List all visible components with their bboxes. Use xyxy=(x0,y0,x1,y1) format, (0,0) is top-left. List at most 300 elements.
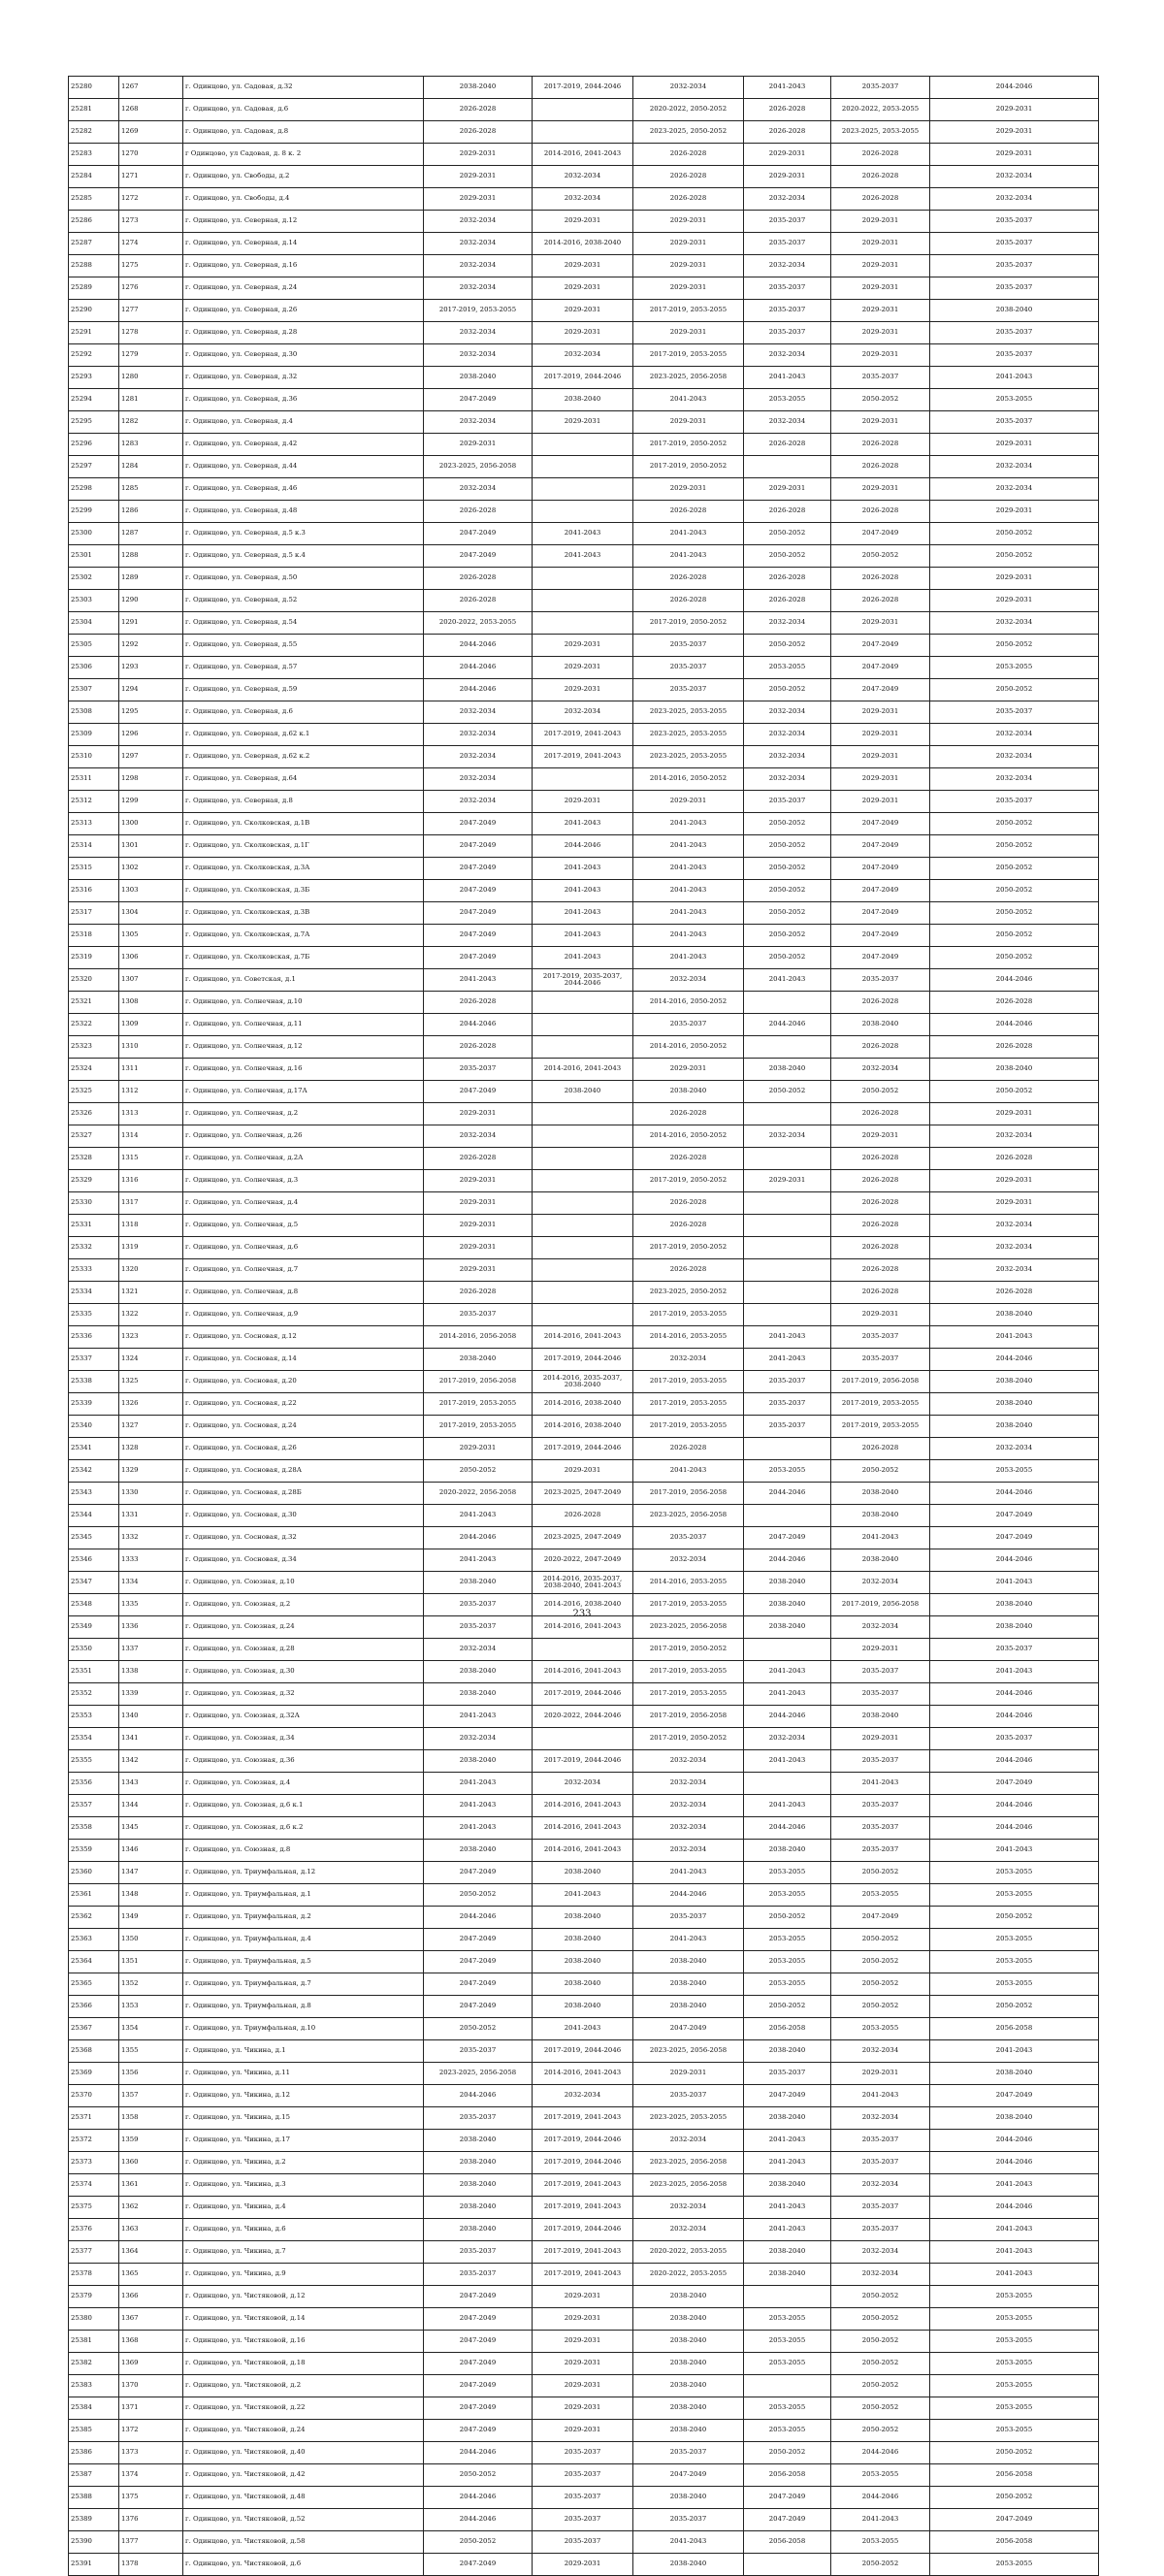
cell-period-col-5: 2038-2040 xyxy=(831,1483,930,1505)
cell-row-id: 25375 xyxy=(69,2197,119,2219)
cell-period-col-6: 2044-2046 xyxy=(930,77,1099,99)
cell-period-col-4: 2053-2055 xyxy=(744,2420,831,2442)
cell-period-col-4 xyxy=(744,1773,831,1795)
cell-period-col-4: 2035-2037 xyxy=(744,1416,831,1438)
cell-row-id: 25288 xyxy=(69,255,119,277)
cell-period-col-3: 2026-2028 xyxy=(633,501,744,523)
cell-address: г. Одинцово, ул. Триумфальная, д.10 xyxy=(183,2018,424,2040)
cell-period-col-1: 2035-2037 xyxy=(424,2107,533,2130)
cell-row-id: 25373 xyxy=(69,2152,119,2174)
cell-period-col-3: 2026-2028 xyxy=(633,1103,744,1125)
cell-period-col-4: 2026-2028 xyxy=(744,99,831,121)
cell-period-col-4: 2041-2043 xyxy=(744,1750,831,1773)
cell-period-col-2: 2038-2040 xyxy=(533,389,633,411)
cell-period-col-2: 2041-2043 xyxy=(533,947,633,969)
cell-period-col-4: 2029-2031 xyxy=(744,478,831,501)
cell-period-col-3: 2041-2043 xyxy=(633,1929,744,1951)
cell-period-col-4: 2050-2052 xyxy=(744,858,831,880)
cell-address: г. Одинцово, ул. Сосновая, д.30 xyxy=(183,1505,424,1527)
cell-row-id: 25350 xyxy=(69,1639,119,1661)
cell-period-col-4: 2050-2052 xyxy=(744,2442,831,2464)
cell-period-col-3: 2035-2037 xyxy=(633,635,744,657)
cell-address: г. Одинцово, ул. Чистяковой, д.24 xyxy=(183,2420,424,2442)
cell-item-number: 1344 xyxy=(119,1795,183,1817)
cell-period-col-5: 2050-2052 xyxy=(831,545,930,568)
cell-period-col-2 xyxy=(533,1237,633,1259)
cell-address: г. Одинцово, ул. Свободы, д.4 xyxy=(183,188,424,211)
cell-period-col-1: 2020-2022, 2053-2055 xyxy=(424,612,533,635)
cell-address: г. Одинцово, ул. Солнечная, д.17А xyxy=(183,1081,424,1103)
cell-item-number: 1360 xyxy=(119,2152,183,2174)
cell-period-col-6: 2053-2055 xyxy=(930,1460,1099,1483)
cell-period-col-2: 2029-2031 xyxy=(533,657,633,679)
cell-period-col-2: 2014-2016, 2035-2037, 2038-2040 xyxy=(533,1371,633,1393)
cell-period-col-4: 2041-2043 xyxy=(744,969,831,992)
cell-address: г. Одинцово, ул. Северная, д.5 к.3 xyxy=(183,523,424,545)
cell-period-col-2: 2029-2031 xyxy=(533,2331,633,2353)
cell-period-col-5: 2029-2031 xyxy=(831,724,930,746)
table-row xyxy=(69,657,1099,679)
cell-period-col-5: 2035-2037 xyxy=(831,1349,930,1371)
cell-period-col-3: 2047-2049 xyxy=(633,2018,744,2040)
cell-period-col-1: 2029-2031 xyxy=(424,434,533,456)
cell-period-col-5: 2029-2031 xyxy=(831,255,930,277)
cell-period-col-6: 2044-2046 xyxy=(930,2130,1099,2152)
cell-period-col-4: 2050-2052 xyxy=(744,835,831,858)
table-row xyxy=(69,590,1099,612)
cell-period-col-2: 2017-2019, 2041-2043 xyxy=(533,2241,633,2264)
cell-item-number: 1339 xyxy=(119,1683,183,1706)
cell-period-col-5: 2035-2037 xyxy=(831,2130,930,2152)
table-row xyxy=(69,2509,1099,2531)
cell-address: г. Одинцово, ул. Северная, д.16 xyxy=(183,255,424,277)
cell-period-col-5: 2035-2037 xyxy=(831,1840,930,1862)
cell-period-col-2: 2014-2016, 2041-2043 xyxy=(533,144,633,166)
cell-period-col-4: 2026-2028 xyxy=(744,501,831,523)
cell-period-col-2: 2029-2031 xyxy=(533,300,633,322)
cell-period-col-4: 2053-2055 xyxy=(744,1929,831,1951)
cell-period-col-5: 2050-2052 xyxy=(831,1951,930,1973)
cell-item-number: 1322 xyxy=(119,1304,183,1326)
cell-row-id: 25286 xyxy=(69,211,119,233)
cell-period-col-3: 2014-2016, 2053-2055 xyxy=(633,1326,744,1349)
cell-period-col-5: 2047-2049 xyxy=(831,1907,930,1929)
cell-period-col-3: 2032-2034 xyxy=(633,1750,744,1773)
cell-period-col-1: 2047-2049 xyxy=(424,880,533,902)
cell-period-col-5: 2041-2043 xyxy=(831,2085,930,2107)
cell-period-col-3: 2023-2025, 2056-2058 xyxy=(633,1505,744,1527)
cell-period-col-4: 2026-2028 xyxy=(744,568,831,590)
cell-period-col-3: 2029-2031 xyxy=(633,211,744,233)
cell-period-col-5: 2050-2052 xyxy=(831,2397,930,2420)
cell-row-id: 25344 xyxy=(69,1505,119,1527)
cell-period-col-2: 2017-2019, 2044-2046 xyxy=(533,2152,633,2174)
cell-period-col-1: 2050-2052 xyxy=(424,2531,533,2554)
cell-period-col-2: 2029-2031 xyxy=(533,635,633,657)
cell-row-id: 25362 xyxy=(69,1907,119,1929)
cell-address: г. Одинцово, ул. Северная, д.12 xyxy=(183,211,424,233)
cell-period-col-2: 2017-2019, 2044-2046 xyxy=(533,2130,633,2152)
cell-period-col-4: 2032-2034 xyxy=(744,724,831,746)
cell-period-col-2: 2017-2019, 2041-2043 xyxy=(533,746,633,768)
cell-period-col-3: 2032-2034 xyxy=(633,1840,744,1862)
cell-row-id: 25324 xyxy=(69,1059,119,1081)
table-row xyxy=(69,456,1099,478)
cell-item-number: 1351 xyxy=(119,1951,183,1973)
cell-period-col-5: 2047-2049 xyxy=(831,679,930,701)
cell-period-col-3: 2023-2025, 2056-2058 xyxy=(633,367,744,389)
cell-period-col-1: 2044-2046 xyxy=(424,2442,533,2464)
cell-period-col-2 xyxy=(533,1014,633,1036)
cell-period-col-2: 2023-2025, 2047-2049 xyxy=(533,1483,633,1505)
cell-item-number: 1301 xyxy=(119,835,183,858)
cell-period-col-4: 2053-2055 xyxy=(744,2353,831,2375)
cell-period-col-4: 2038-2040 xyxy=(744,2174,831,2197)
cell-period-col-5: 2050-2052 xyxy=(831,1996,930,2018)
cell-period-col-3: 2041-2043 xyxy=(633,2531,744,2554)
cell-address: г. Одинцово, ул. Союзная, д.4 xyxy=(183,1773,424,1795)
cell-item-number: 1299 xyxy=(119,791,183,813)
cell-period-col-4: 2041-2043 xyxy=(744,1661,831,1683)
cell-period-col-4: 2044-2046 xyxy=(744,1817,831,1840)
cell-period-col-4: 2056-2058 xyxy=(744,2018,831,2040)
cell-period-col-3: 2017-2019, 2053-2055 xyxy=(633,1594,744,1616)
cell-period-col-1: 2044-2046 xyxy=(424,679,533,701)
cell-item-number: 1319 xyxy=(119,1237,183,1259)
table-row xyxy=(69,2264,1099,2286)
table-row xyxy=(69,523,1099,545)
cell-period-col-6: 2044-2046 xyxy=(930,1683,1099,1706)
cell-item-number: 1289 xyxy=(119,568,183,590)
cell-period-col-2 xyxy=(533,1215,633,1237)
cell-period-col-3: 2026-2028 xyxy=(633,144,744,166)
cell-period-col-4: 2041-2043 xyxy=(744,1349,831,1371)
cell-period-col-1: 2047-2049 xyxy=(424,2331,533,2353)
cell-period-col-4: 2050-2052 xyxy=(744,679,831,701)
cell-row-id: 25313 xyxy=(69,813,119,835)
cell-item-number: 1305 xyxy=(119,925,183,947)
cell-period-col-4: 2032-2034 xyxy=(744,746,831,768)
cell-item-number: 1307 xyxy=(119,969,183,992)
table-row xyxy=(69,1907,1099,1929)
cell-row-id: 25387 xyxy=(69,2464,119,2487)
cell-period-col-4: 2038-2040 xyxy=(744,1594,831,1616)
table-row xyxy=(69,1973,1099,1996)
cell-period-col-6: 2026-2028 xyxy=(930,1036,1099,1059)
cell-item-number: 1369 xyxy=(119,2353,183,2375)
cell-row-id: 25353 xyxy=(69,1706,119,1728)
cell-item-number: 1313 xyxy=(119,1103,183,1125)
cell-row-id: 25305 xyxy=(69,635,119,657)
table-row xyxy=(69,2308,1099,2331)
cell-address: г. Одинцово, ул. Солнечная, д.11 xyxy=(183,1014,424,1036)
cell-period-col-4: 2038-2040 xyxy=(744,2264,831,2286)
cell-period-col-2: 2029-2031 xyxy=(533,2286,633,2308)
cell-period-col-5: 2032-2034 xyxy=(831,2107,930,2130)
cell-period-col-6: 2038-2040 xyxy=(930,2063,1099,2085)
cell-period-col-3: 2041-2043 xyxy=(633,545,744,568)
cell-row-id: 25342 xyxy=(69,1460,119,1483)
cell-address: г. Одинцово, ул. Союзная, д.2 xyxy=(183,1594,424,1616)
cell-row-id: 25325 xyxy=(69,1081,119,1103)
cell-row-id: 25388 xyxy=(69,2487,119,2509)
cell-period-col-6: 2038-2040 xyxy=(930,2107,1099,2130)
cell-period-col-1: 2032-2034 xyxy=(424,255,533,277)
cell-period-col-6: 2032-2034 xyxy=(930,1125,1099,1148)
cell-period-col-1: 2029-2031 xyxy=(424,144,533,166)
cell-row-id: 25365 xyxy=(69,1973,119,1996)
cell-row-id: 25371 xyxy=(69,2107,119,2130)
cell-item-number: 1346 xyxy=(119,1840,183,1862)
cell-period-col-5: 2038-2040 xyxy=(831,1706,930,1728)
cell-address: г. Одинцово, ул. Чистяковой, д.18 xyxy=(183,2353,424,2375)
table-row xyxy=(69,1884,1099,1907)
cell-item-number: 1276 xyxy=(119,277,183,300)
cell-period-col-6: 2044-2046 xyxy=(930,1349,1099,1371)
cell-period-col-4: 2032-2034 xyxy=(744,768,831,791)
cell-period-col-1: 2029-2031 xyxy=(424,1215,533,1237)
cell-address: г. Одинцово, ул. Садовая, д.6 xyxy=(183,99,424,121)
table-row xyxy=(69,2442,1099,2464)
cell-period-col-1: 2035-2037 xyxy=(424,1616,533,1639)
cell-period-col-2: 2029-2031 xyxy=(533,277,633,300)
cell-period-col-6: 2050-2052 xyxy=(930,1081,1099,1103)
cell-period-col-3: 2041-2043 xyxy=(633,523,744,545)
cell-period-col-1: 2017-2019, 2056-2058 xyxy=(424,1371,533,1393)
table-row xyxy=(69,746,1099,768)
cell-period-col-5: 2035-2037 xyxy=(831,1661,930,1683)
cell-period-col-6: 2038-2040 xyxy=(930,1304,1099,1326)
cell-period-col-6: 2029-2031 xyxy=(930,121,1099,144)
cell-period-col-5: 2029-2031 xyxy=(831,478,930,501)
cell-period-col-3: 2017-2019, 2050-2052 xyxy=(633,1728,744,1750)
cell-period-col-5: 2050-2052 xyxy=(831,1460,930,1483)
cell-address: г. Одинцово, ул. Сосновая, д.28А xyxy=(183,1460,424,1483)
cell-period-col-2: 2020-2022, 2044-2046 xyxy=(533,1706,633,1728)
cell-period-col-6: 2029-2031 xyxy=(930,434,1099,456)
cell-item-number: 1372 xyxy=(119,2420,183,2442)
cell-item-number: 1279 xyxy=(119,344,183,367)
cell-address: г. Одинцово, ул. Сколковская, д.3В xyxy=(183,902,424,925)
cell-period-col-6: 2041-2043 xyxy=(930,367,1099,389)
cell-item-number: 1321 xyxy=(119,1282,183,1304)
cell-period-col-6: 2035-2037 xyxy=(930,1728,1099,1750)
cell-period-col-6: 2047-2049 xyxy=(930,2509,1099,2531)
cell-address: г. Одинцово, ул. Северная, д.64 xyxy=(183,768,424,791)
cell-period-col-6: 2053-2055 xyxy=(930,1929,1099,1951)
cell-row-id: 25378 xyxy=(69,2264,119,2286)
cell-period-col-4: 2035-2037 xyxy=(744,233,831,255)
cell-period-col-5: 2029-2031 xyxy=(831,612,930,635)
cell-period-col-5: 2026-2028 xyxy=(831,501,930,523)
table-row xyxy=(69,612,1099,635)
cell-address: г. Одинцово, ул. Северная, д.55 xyxy=(183,635,424,657)
cell-period-col-3: 2041-2043 xyxy=(633,1862,744,1884)
cell-period-col-2: 2029-2031 xyxy=(533,679,633,701)
cell-period-col-6: 2041-2043 xyxy=(930,1661,1099,1683)
cell-address: г. Одинцово, ул. Триумфальная, д.4 xyxy=(183,1929,424,1951)
cell-item-number: 1284 xyxy=(119,456,183,478)
cell-address: г. Одинцово, ул. Северная, д.57 xyxy=(183,657,424,679)
cell-period-col-3: 2038-2040 xyxy=(633,2375,744,2397)
cell-period-col-5: 2050-2052 xyxy=(831,2375,930,2397)
table-row xyxy=(69,545,1099,568)
cell-row-id: 25281 xyxy=(69,99,119,121)
cell-period-col-3: 2023-2025, 2056-2058 xyxy=(633,2174,744,2197)
cell-period-col-1: 2047-2049 xyxy=(424,1996,533,2018)
cell-period-col-5: 2041-2043 xyxy=(831,1527,930,1549)
cell-period-col-6: 2035-2037 xyxy=(930,791,1099,813)
cell-period-col-6: 2041-2043 xyxy=(930,2264,1099,2286)
cell-period-col-5: 2047-2049 xyxy=(831,880,930,902)
cell-period-col-3: 2029-2031 xyxy=(633,411,744,434)
cell-period-col-1: 2038-2040 xyxy=(424,2130,533,2152)
cell-row-id: 25331 xyxy=(69,1215,119,1237)
cell-address: г. Одинцово, ул. Сосновая, д.14 xyxy=(183,1349,424,1371)
cell-period-col-1: 2047-2049 xyxy=(424,523,533,545)
table-row xyxy=(69,1572,1099,1594)
cell-period-col-6: 2041-2043 xyxy=(930,2241,1099,2264)
table-row xyxy=(69,880,1099,902)
cell-period-col-5: 2026-2028 xyxy=(831,434,930,456)
table-row xyxy=(69,2375,1099,2397)
cell-address: г. Одинцово, ул. Солнечная, д.9 xyxy=(183,1304,424,1326)
cell-row-id: 25301 xyxy=(69,545,119,568)
cell-period-col-4 xyxy=(744,1237,831,1259)
cell-address: г. Одинцово, ул. Чистяковой, д.52 xyxy=(183,2509,424,2531)
cell-period-col-6: 2050-2052 xyxy=(930,1996,1099,2018)
cell-period-col-5: 2050-2052 xyxy=(831,2420,930,2442)
cell-item-number: 1378 xyxy=(119,2554,183,2576)
cell-period-col-5: 2047-2049 xyxy=(831,902,930,925)
cell-row-id: 25308 xyxy=(69,701,119,724)
cell-address: г. Одинцово, ул. Сколковская, д.1Г xyxy=(183,835,424,858)
cell-period-col-2: 2032-2034 xyxy=(533,701,633,724)
cell-period-col-1: 2020-2022, 2056-2058 xyxy=(424,1483,533,1505)
cell-row-id: 25369 xyxy=(69,2063,119,2085)
cell-period-col-4: 2032-2034 xyxy=(744,1125,831,1148)
cell-period-col-5: 2047-2049 xyxy=(831,925,930,947)
cell-row-id: 25293 xyxy=(69,367,119,389)
cell-period-col-1: 2047-2049 xyxy=(424,2420,533,2442)
table-row xyxy=(69,2420,1099,2442)
cell-address: г. Одинцово, ул. Сосновая, д.28Б xyxy=(183,1483,424,1505)
cell-row-id: 25383 xyxy=(69,2375,119,2397)
cell-period-col-3: 2017-2019, 2050-2052 xyxy=(633,456,744,478)
cell-period-col-3: 2026-2028 xyxy=(633,590,744,612)
table-row xyxy=(69,367,1099,389)
cell-row-id: 25332 xyxy=(69,1237,119,1259)
table-row xyxy=(69,1773,1099,1795)
table-row xyxy=(69,2018,1099,2040)
cell-period-col-5: 2032-2034 xyxy=(831,1059,930,1081)
cell-period-col-3: 2017-2019, 2050-2052 xyxy=(633,1170,744,1192)
table-row xyxy=(69,2331,1099,2353)
cell-period-col-5: 2047-2049 xyxy=(831,947,930,969)
cell-period-col-4: 2035-2037 xyxy=(744,300,831,322)
cell-item-number: 1280 xyxy=(119,367,183,389)
cell-item-number: 1310 xyxy=(119,1036,183,1059)
cell-item-number: 1281 xyxy=(119,389,183,411)
cell-period-col-1: 2047-2049 xyxy=(424,2375,533,2397)
cell-period-col-6: 2026-2028 xyxy=(930,992,1099,1014)
cell-period-col-1: 2026-2028 xyxy=(424,590,533,612)
table-row xyxy=(69,1549,1099,1572)
cell-period-col-3: 2017-2019, 2053-2055 xyxy=(633,1304,744,1326)
cell-period-col-4: 2035-2037 xyxy=(744,791,831,813)
cell-period-col-6: 2053-2055 xyxy=(930,2375,1099,2397)
cell-period-col-6: 2026-2028 xyxy=(930,1148,1099,1170)
cell-period-col-6: 2053-2055 xyxy=(930,2308,1099,2331)
cell-period-col-4: 2056-2058 xyxy=(744,2464,831,2487)
cell-item-number: 1341 xyxy=(119,1728,183,1750)
cell-row-id: 25345 xyxy=(69,1527,119,1549)
cell-item-number: 1349 xyxy=(119,1907,183,1929)
cell-row-id: 25382 xyxy=(69,2353,119,2375)
cell-period-col-3: 2047-2049 xyxy=(633,2464,744,2487)
table-row xyxy=(69,2152,1099,2174)
cell-period-col-1: 2029-2031 xyxy=(424,166,533,188)
cell-row-id: 25292 xyxy=(69,344,119,367)
table-row xyxy=(69,1036,1099,1059)
table-row xyxy=(69,2063,1099,2085)
cell-row-id: 25330 xyxy=(69,1192,119,1215)
cell-item-number: 1333 xyxy=(119,1549,183,1572)
cell-period-col-5: 2026-2028 xyxy=(831,992,930,1014)
cell-row-id: 25282 xyxy=(69,121,119,144)
cell-row-id: 25317 xyxy=(69,902,119,925)
cell-period-col-5: 2050-2052 xyxy=(831,2554,930,2576)
cell-period-col-1: 2041-2043 xyxy=(424,1706,533,1728)
cell-period-col-2 xyxy=(533,992,633,1014)
cell-period-col-6: 2050-2052 xyxy=(930,858,1099,880)
cell-row-id: 25341 xyxy=(69,1438,119,1460)
cell-period-col-6: 2050-2052 xyxy=(930,679,1099,701)
cell-row-id: 25298 xyxy=(69,478,119,501)
cell-row-id: 25302 xyxy=(69,568,119,590)
cell-item-number: 1342 xyxy=(119,1750,183,1773)
cell-period-col-3: 2017-2019, 2053-2055 xyxy=(633,1393,744,1416)
cell-period-col-2: 2029-2031 xyxy=(533,2353,633,2375)
cell-address: г. Одинцово, ул. Триумфальная, д.5 xyxy=(183,1951,424,1973)
cell-period-col-1: 2032-2034 xyxy=(424,791,533,813)
table-row xyxy=(69,188,1099,211)
cell-period-col-5: 2053-2055 xyxy=(831,2531,930,2554)
cell-row-id: 25328 xyxy=(69,1148,119,1170)
cell-period-col-3: 2017-2019, 2050-2052 xyxy=(633,1237,744,1259)
cell-period-col-6: 2047-2049 xyxy=(930,2085,1099,2107)
cell-period-col-2: 2041-2043 xyxy=(533,813,633,835)
cell-address: г. Одинцово, ул. Солнечная, д.16 xyxy=(183,1059,424,1081)
cell-period-col-6: 2029-2031 xyxy=(930,99,1099,121)
cell-period-col-1: 2050-2052 xyxy=(424,2018,533,2040)
cell-period-col-5: 2029-2031 xyxy=(831,746,930,768)
cell-period-col-4: 2029-2031 xyxy=(744,144,831,166)
cell-period-col-6: 2035-2037 xyxy=(930,277,1099,300)
cell-period-col-2: 2017-2019, 2044-2046 xyxy=(533,77,633,99)
table-row xyxy=(69,1438,1099,1460)
cell-row-id: 25287 xyxy=(69,233,119,255)
cell-row-id: 25295 xyxy=(69,411,119,434)
cell-period-col-3: 2017-2019, 2050-2052 xyxy=(633,612,744,635)
cell-item-number: 1292 xyxy=(119,635,183,657)
cell-period-col-6: 2053-2055 xyxy=(930,2554,1099,2576)
cell-period-col-5: 2026-2028 xyxy=(831,1259,930,1282)
cell-item-number: 1336 xyxy=(119,1616,183,1639)
cell-period-col-4: 2032-2034 xyxy=(744,344,831,367)
cell-address: г. Одинцово, ул. Чистяковой, д.14 xyxy=(183,2308,424,2331)
cell-period-col-5: 2035-2037 xyxy=(831,77,930,99)
